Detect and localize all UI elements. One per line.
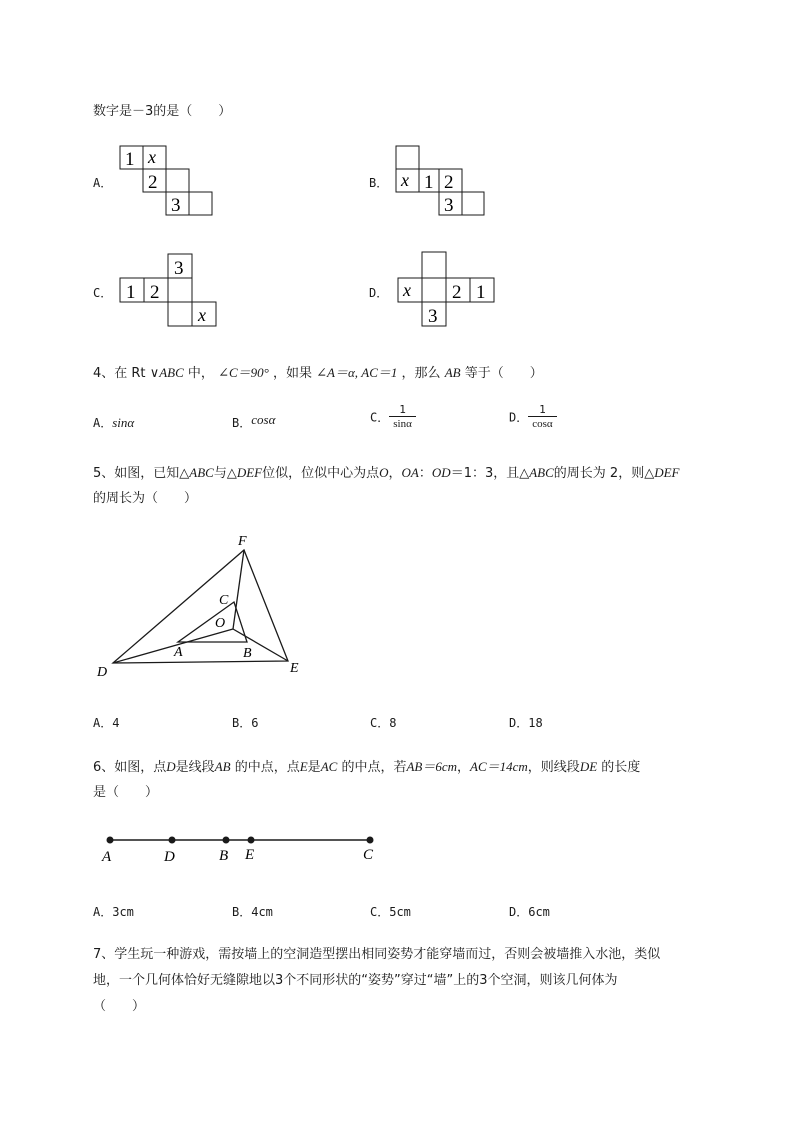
q3-d-cell-x: x: [403, 280, 411, 300]
q3-d-cell-1: 1: [476, 282, 486, 303]
q6-option-b: B．4cm: [232, 905, 273, 919]
q3-stem: 数字是－3的是（ ）: [93, 104, 232, 119]
q4-stem: 4、在 Rt ∨ABC 中， ∠C＝90° ，如果 ∠A＝α, AC＝1 ，那么 AB 等于（ ）: [93, 365, 543, 381]
q3-d-cell-2: 2: [452, 282, 462, 303]
q3-c-cell-2: 2: [150, 282, 160, 303]
q4-option-d: D． $\frac{1}{\cos\alpha}$: [509, 403, 557, 431]
q3-d-cell-3: 3: [428, 306, 438, 327]
q6-label-E: E: [245, 847, 255, 863]
q4-option-a: A．sinα: [93, 415, 135, 430]
q3-a-cell-x: x: [148, 147, 156, 167]
q6-option-d: D．6cm: [509, 905, 550, 919]
q3-option-d-net: [393, 250, 503, 328]
q3-b-cell-3: 3: [444, 195, 454, 216]
q6-label-A: A: [102, 849, 112, 865]
q6-segment-figure: [95, 826, 385, 868]
q5-label-E: E: [290, 661, 299, 676]
q3-a-cell-1: 1: [125, 149, 135, 170]
q6-label-C: C: [363, 847, 374, 863]
q5-label-O: O: [215, 616, 226, 631]
q3-option-c-letter: C．: [93, 286, 113, 300]
q3-b-cell-x: x: [401, 170, 409, 190]
q3-c-cell-x: x: [198, 305, 206, 325]
q3-option-a-net: [115, 144, 215, 216]
q6-point-B: [223, 837, 230, 844]
q3-a-cell-3: 3: [171, 195, 181, 216]
q3-option-d-letter: D．: [369, 286, 389, 300]
q6-option-a: A．3cm: [93, 905, 134, 919]
q6-point-C: [367, 837, 374, 844]
q3-option-b-net: [393, 144, 488, 216]
q3-c-cell-3: 3: [174, 258, 184, 279]
q5-label-A: A: [174, 645, 183, 660]
q5-homothety-figure: [90, 526, 320, 686]
q3-b-cell-2: 2: [444, 172, 454, 193]
q5-option-b: B．6: [232, 716, 259, 730]
q5-stem-line1: 5、如图，已知△ABC与△DEF位似，位似中心为点O，OA：OD＝1：3，且△ABC的周长为 2，则△DEF: [93, 465, 680, 481]
q5-label-C: C: [219, 593, 229, 608]
q7-stem-line2: 地，一个几何体恰好无缝隙地以3个不同形状的“姿势”穿过“墙”上的3个空洞，则该几何体为: [93, 973, 618, 988]
q3-option-a-letter: A．: [93, 176, 113, 190]
q5-option-d: D．18: [509, 716, 543, 730]
q6-label-D: D: [164, 849, 175, 865]
q7-stem-line1: 7、学生玩一种游戏，需按墙上的空洞造型摆出相同姿势才能穿墙而过，否则会被墙推入水池，类似: [93, 947, 661, 962]
q5-label-F: F: [238, 534, 247, 549]
q6-stem-line1: 6、如图，点D是线段AB 的中点，点E是AC 的中点，若AB＝6cm，AC＝14cm，则线段DE 的长度: [93, 759, 641, 775]
q5-stem-line2: 的周长为（ ）: [93, 491, 198, 506]
q7-stem-line3: （ ）: [93, 999, 146, 1014]
q5-label-B: B: [243, 646, 252, 661]
q5-label-D: D: [97, 665, 108, 680]
q6-point-D: [169, 837, 176, 844]
q6-point-A: [107, 837, 114, 844]
q6-option-c: C．5cm: [370, 905, 411, 919]
q6-stem-line2: 是（ ）: [93, 785, 159, 800]
q6-point-E: [248, 837, 255, 844]
q3-option-b-letter: B．: [369, 176, 389, 190]
q3-a-cell-2: 2: [148, 172, 158, 193]
q5-option-a: A．4: [93, 716, 120, 730]
q5-option-c: C．8: [370, 716, 397, 730]
q3-c-cell-1: 1: [126, 282, 136, 303]
q4-option-b: B．cosα: [232, 412, 276, 430]
q3-option-c-net: [115, 252, 223, 328]
q3-b-cell-1: 1: [424, 172, 434, 193]
q4-option-c: C． $\frac{1}{\sin\alpha}$: [370, 403, 416, 431]
q6-label-B: B: [219, 848, 229, 864]
